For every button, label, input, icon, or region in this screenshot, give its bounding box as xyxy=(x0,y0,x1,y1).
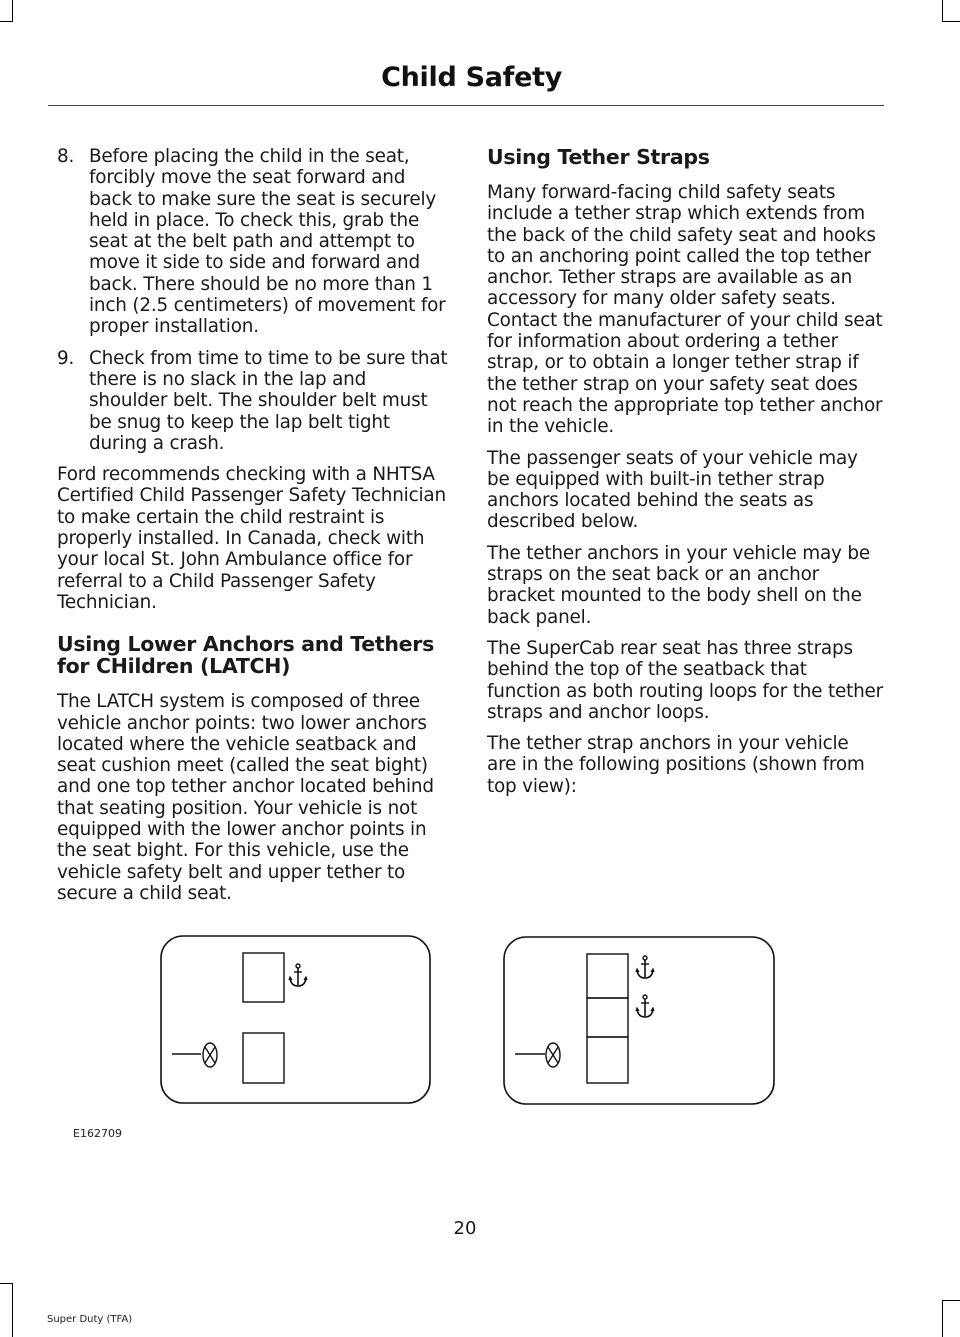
list-item-text: Before placing the child in the seat, forcibly move the seat forward and back to make sure the seat is securely held in place. To check this, grab the seat at the belt path and attempt to move it side to side and forward and back. There should be no more than 1 inch (2.5 centimeters) of movement for proper installation. xyxy=(89,146,446,338)
seat-box xyxy=(587,1037,628,1083)
paragraph: Many forward-facing child safety seats include a tether strap which extends from the back of the child safety seat and hooks to an anchoring point called the top tether anchor. Tether straps are available as an accessory for many older safety seats. Contact the manufacturer of your child seat for information about ordering a tether strap, or to obtain a longer tether strap if the tether strap on your safety seat does not reach the appropriate top tether anchor in the vehicle. xyxy=(487,182,883,438)
seat-box xyxy=(243,1033,284,1083)
figure-code: E162709 xyxy=(73,1127,122,1140)
seat-box xyxy=(243,953,284,1002)
right-column xyxy=(487,146,883,807)
list-item-number: 9. xyxy=(57,347,75,369)
crop-mark xyxy=(942,1300,943,1337)
list-item-number: 8. xyxy=(57,146,75,167)
recommend-paragraph: Ford recommends checking with a NHTSA Certified Child Passenger Safety Technician to make certain the child restraint is properly installed. In Canada, check with your local St. John Ambulance office for referral to a Child Passenger Safety Technician. xyxy=(57,464,446,613)
header-divider xyxy=(48,105,884,106)
paragraph: The SuperCab rear seat has three straps behind the top of the seatback that function as both routing loops for the tether straps and anchor loops. xyxy=(487,637,884,723)
page-title: Child Safety xyxy=(381,62,562,93)
crop-mark xyxy=(942,1300,960,1301)
seat-box xyxy=(587,998,628,1037)
anchor-icon xyxy=(636,995,654,1017)
left-column xyxy=(57,146,449,914)
latch-paragraph: The LATCH system is composed of three vehicle anchor points: two lower anchors located where the vehicle seatback and seat cushion meet (called the seat bight) and one top tether anchor located behind that seating position. Your vehicle is not equipped with the lower anchor points in the seat bight. For this vehicle, use the vehicle safety belt and upper tether to secure a child seat. xyxy=(57,691,434,904)
latch-heading: Using Lower Anchors and Tethers for CHildren (LATCH) xyxy=(57,632,434,679)
paragraph: The tether strap anchors in your vehicle are in the following positions (shown from top view): xyxy=(487,733,865,797)
paragraph: The passenger seats of your vehicle may be equipped with built-in tether strap anchors located behind the seats as described below. xyxy=(487,447,858,533)
list-item xyxy=(57,348,449,454)
steering-wheel-icon xyxy=(546,1043,560,1067)
supercab-diagram xyxy=(504,937,774,1104)
crop-mark xyxy=(0,21,13,22)
seat-box xyxy=(587,954,628,998)
crop-mark xyxy=(12,0,13,22)
list-item xyxy=(57,146,449,338)
tether-heading: Using Tether Straps xyxy=(487,145,710,169)
crop-mark xyxy=(942,21,960,22)
crop-mark xyxy=(0,1283,13,1284)
crop-mark xyxy=(12,1283,13,1337)
page-number: 20 xyxy=(453,1218,477,1239)
steering-wheel-icon xyxy=(203,1043,217,1067)
crop-mark xyxy=(942,0,943,22)
list-item-text: Check from time to time to be sure that there is no slack in the lap and shoulder belt. The shoulder belt must be snug to keep the lap belt tight during a crash. xyxy=(89,347,448,454)
footer-model: Super Duty (TFA) xyxy=(47,1314,133,1325)
anchor-icon xyxy=(289,964,307,986)
paragraph: The tether anchors in your vehicle may be straps on the seat back or an anchor bracket mounted to the body shell on the back panel. xyxy=(487,542,870,628)
anchor-icon xyxy=(636,956,654,978)
regular-cab-diagram xyxy=(161,936,430,1103)
